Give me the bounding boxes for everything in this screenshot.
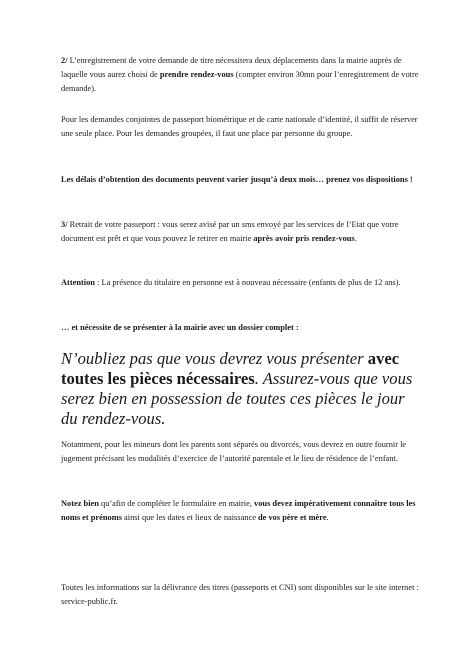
paragraph-minors xyxy=(61,438,421,466)
paragraph-joint-requests xyxy=(61,113,421,141)
emphasis-text: de vos père et mère xyxy=(258,513,327,523)
emphasis-text: après avoir pris rendez-vous xyxy=(253,234,355,244)
callout-text: . Assurez-vous que vous serez bien en possession de toutes ces pièces le jour du rendez-vous. xyxy=(61,369,413,428)
paragraph-text: qu’afin de compléter le formulaire en mairie, xyxy=(98,499,255,508)
paragraph-text: . xyxy=(326,513,329,523)
emphasis-text: Notez bien xyxy=(61,499,99,508)
paragraph-text: . xyxy=(354,234,357,244)
paragraph-complete-file xyxy=(61,321,421,335)
emphasis-text: Les délais d’obtention des documents peuvent varier jusqu’à deux mois… prenez vos dispositions ! xyxy=(61,175,413,184)
paragraph-text: Notamment, pour les mineurs dont les parents sont séparés ou divorcés, vous devrez en outre fournir le jugement précisant les modalités d’exercice de l’autorité parentale et le lieu de résidence de l’enfant. xyxy=(61,440,407,464)
emphasis-text: Attention xyxy=(61,278,95,287)
step-number: 3/ xyxy=(61,220,68,229)
paragraph-text: Toutes les informations sur la délivrance des titres (passeports et CNI) sont disponibles sur le site internet : service-public.fr. xyxy=(61,583,419,607)
step-number: 2/ xyxy=(61,56,68,65)
emphasis-text: prendre rendez-vous xyxy=(159,70,234,80)
callout-text: N’oubliez pas que vous devrez vous présenter xyxy=(61,349,368,368)
paragraph-text: : La présence du titulaire en personne est à nouveau nécessaire (enfants de plus de 12 ans). xyxy=(94,278,401,287)
paragraph-attention xyxy=(61,276,421,290)
paragraph-note xyxy=(61,497,421,525)
emphasis-text: … et nécessite de se présenter à la mairie avec un dossier complet : xyxy=(61,323,299,332)
paragraph-appointment xyxy=(61,54,421,97)
paragraph-text: Retrait de votre passeport : vous serez avisé par un sms envoyé par les services de l’Etat que votre document est prêt et que vous pouvez le retirer en mairie xyxy=(61,220,399,244)
paragraph-text: (compter environ 30mn pour l’enregistrement de votre demande). xyxy=(61,70,419,94)
paragraph-info-website xyxy=(61,581,421,609)
paragraph-text: L’enregistrement de votre demande de titre nécessitera deux déplacements dans la mairie auprès de laquelle vous aurez choisi de xyxy=(61,56,402,80)
paragraph-text: ainsi que les dates et lieux de naissance xyxy=(121,513,259,523)
paragraph-delays xyxy=(61,173,421,187)
emphasis-text: vous devez impérativement connaître tous les noms et prénoms xyxy=(61,499,416,523)
reminder-callout xyxy=(61,349,421,429)
paragraph-text: Pour les demandes conjointes de passeport biométrique et de carte nationale d’identité, il suffit de réserver une seule place. Pour les demandes groupées, il faut une place par personne du groupe. xyxy=(61,115,418,139)
paragraph-withdrawal xyxy=(61,218,421,246)
callout-emphasis: avec toutes les pièces nécessaires xyxy=(61,349,400,388)
